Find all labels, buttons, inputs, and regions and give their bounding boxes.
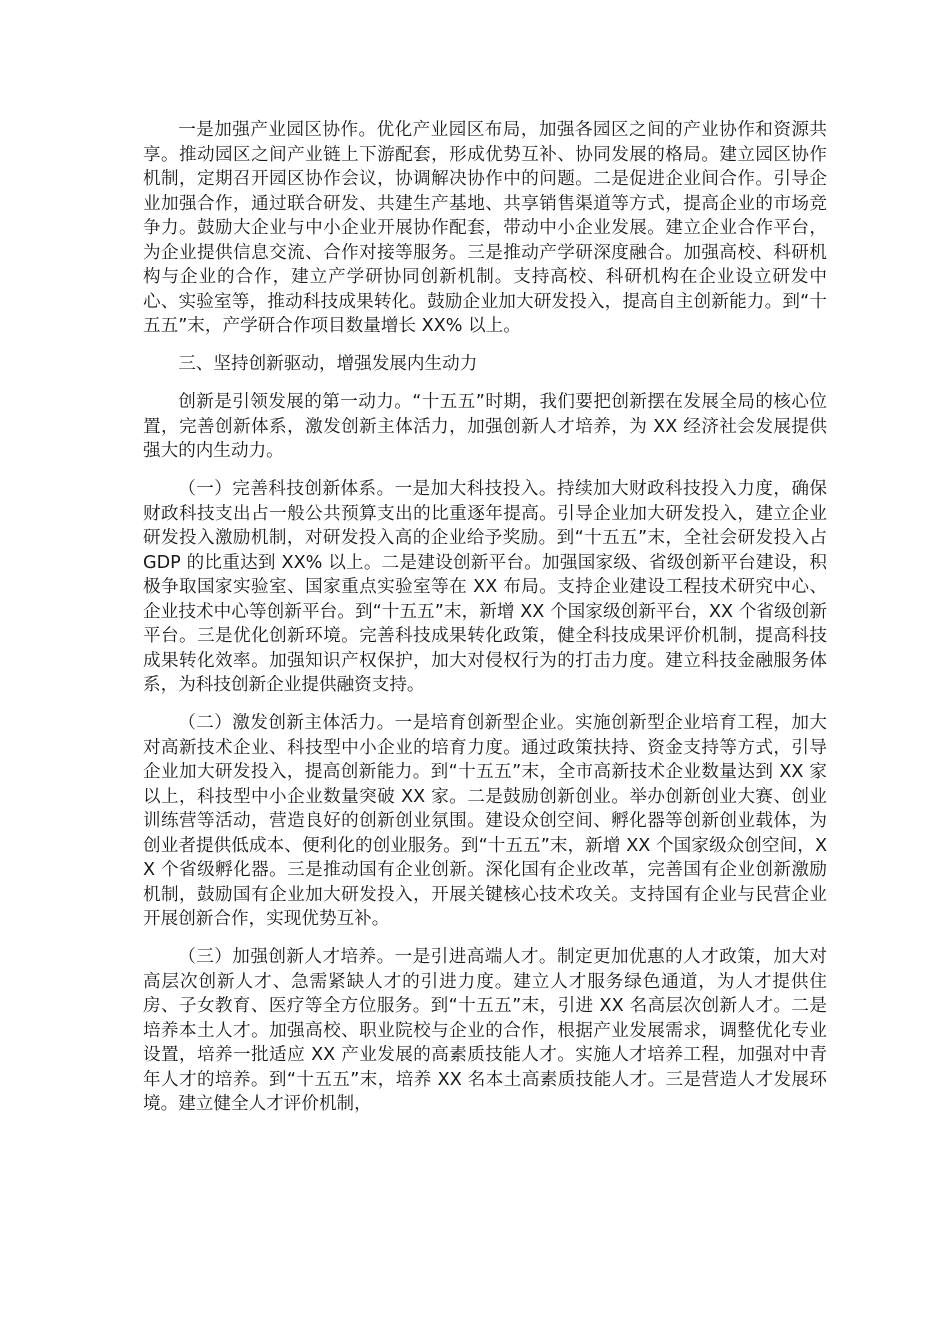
paragraph-industrial-collaboration: 一是加强产业园区协作。优化产业园区布局，加强各园区之间的产业协作和资源共享。推动园区之间产业链上下游配套，形成优势互补、协同发展的格局。建立园区协作机制，定期召开园区协作会议，协调解决协作中的问题。二是促进企业间合作。引导企业加强合作，通过联合研发、共建生产基地、共享销售渠道等方式，提高企业的市场竞争力。鼓励大企业与中小企业开展协作配套，带动中小企业发展。建立企业合作平台，为企业提供信息交流、合作对接等服务。三是推动产学研深度融合。加强高校、科研机构与企业的合作，建立产学研协同创新机制。支持高校、科研机构在企业设立研发中心、实验室等，推动科技成果转化。鼓励企业加大研发投入，提高自主创新能力。到“十五五”末，产学研合作项目数量增长 XX% 以上。 <box>143 120 827 336</box>
paragraph-innovation-system: （一）完善科技创新体系。一是加大科技投入。持续加大财政科技投入力度，确保财政科技支出占一般公共预算支出的比重逐年提高。引导企业加大研发投入，建立企业研发投入激励机制，对研发投入高的企业给予奖励。到“十五五”末，全社会研发投入占 GDP 的比重达到 XX% 以上。二是建设创新平台。加强国家级、省级创新平台建设，积极争取国家实验室、国家重点实验室等在 XX 布局。支持企业建设工程技术研究中心、企业技术中心等创新平台。到“十五五”末，新增 XX 个国家级创新平台，XX 个省级创新平台。三是优化创新环境。完善科技成果转化政策，健全科技成果评价机制，提高科技成果转化效率。加强知识产权保护，加大对侵权行为的打击力度。建立科技金融服务体系，为科技创新企业提供融资支持。 <box>143 479 827 695</box>
paragraph-innovation-entities: （二）激发创新主体活力。一是培育创新型企业。实施创新型企业培育工程，加大对高新技术企业、科技型中小企业的培育力度。通过政策扶持、资金支持等方式，引导企业加大研发投入，提高创新能力。到“十五五”末，全市高新技术企业数量达到 XX 家以上，科技型中小企业数量突破 XX 家。二是鼓励创新创业。举办创新创业大赛、创业训练营等活动，营造良好的创新创业氛围。建设众创空间、孵化器等创新创业载体，为创业者提供低成本、便利化的创业服务。到“十五五”末，新增 XX 个国家级众创空间，XX 个省级孵化器。三是推动国有企业创新。深化国有企业改革，完善国有企业创新激励机制，鼓励国有企业加大研发投入，开展关键核心技术攻关。支持国有企业与民营企业开展创新合作，实现优势互补。 <box>143 713 827 929</box>
document-page <box>143 118 827 1130</box>
section-heading-innovation: 三、坚持创新驱动，增强发展内生动力 <box>178 354 478 374</box>
paragraph-talent-cultivation: （三）加强创新人才培养。一是引进高端人才。制定更加优惠的人才政策，加大对高层次创新人才、急需紧缺人才的引进力度。建立人才服务绿色通道，为人才提供住房、子女教育、医疗等全方位服务。到“十五五”末，引进 XX 名高层次创新人才。二是培养本土人才。加强高校、职业院校与企业的合作，根据产业发展需求，调整优化专业设置，培养一批适应 XX 产业发展的高素质技能人才。实施人才培养工程，加强对中青年人才的培养。到“十五五”末，培养 XX 名本土高素质技能人才。三是营造人才发展环境。建立健全人才评价机制， <box>143 947 827 1114</box>
paragraph-innovation-intro: 创新是引领发展的第一动力。“十五五”时期，我们要把创新摆在发展全局的核心位置，完善创新体系，激发创新主体活力，加强创新人才培养，为 XX 经济社会发展提供强大的内生动力。 <box>143 392 827 461</box>
